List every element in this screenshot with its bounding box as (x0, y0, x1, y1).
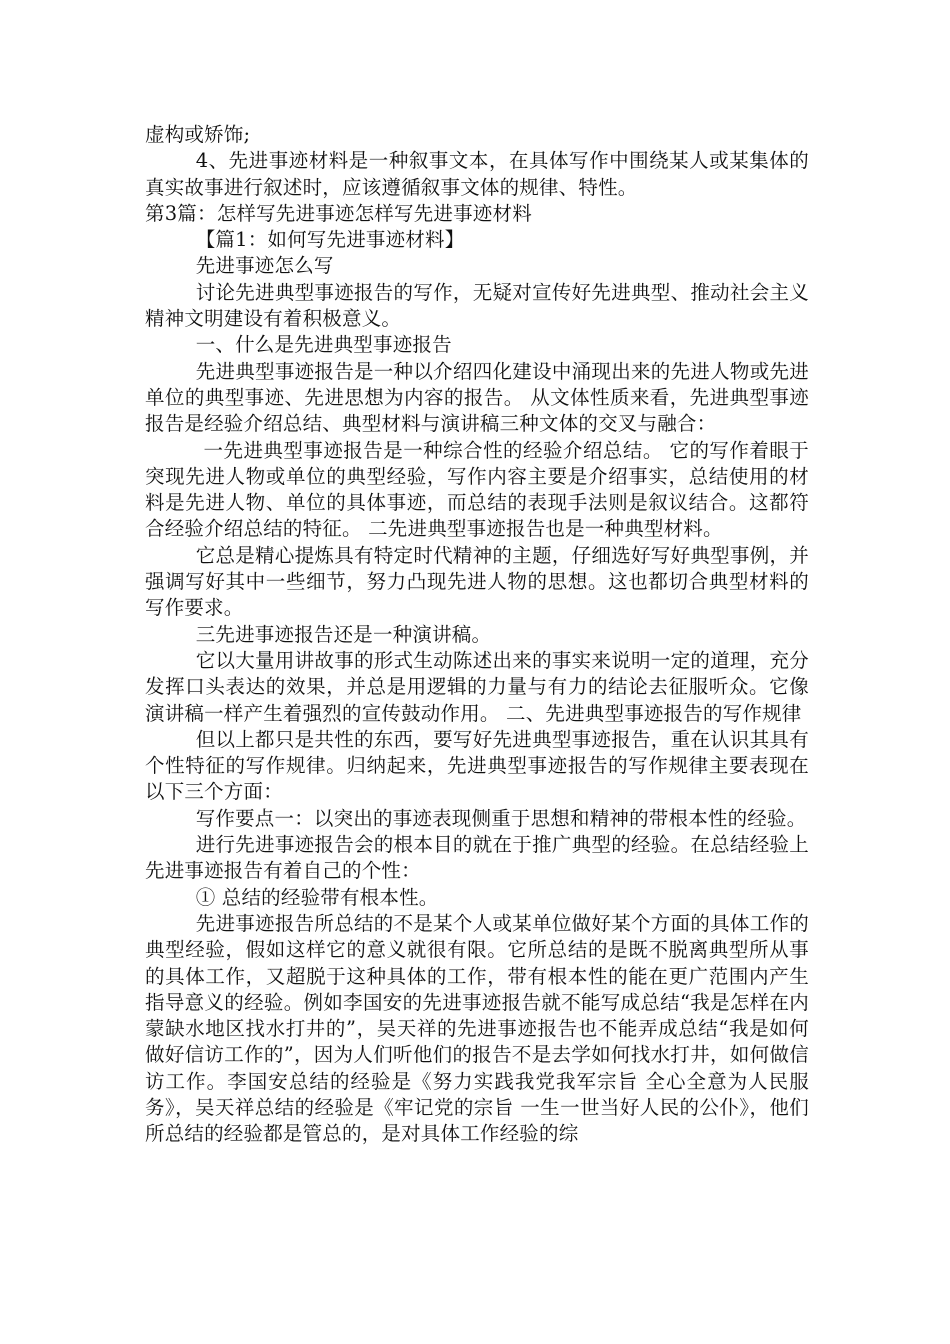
document-paragraph: 讨论先进典型事迹报告的写作，无疑对宣传好先进典型、推动社会主义精神文明建设有着积极意义。 (145, 280, 809, 331)
document-paragraph: 三先进事迹报告还是一种演讲稿。 (195, 622, 492, 646)
document-paragraph: ① 总结的经验带有根本性。 (195, 885, 439, 909)
document-paragraph: 虚构或矫饰; (145, 123, 251, 146)
document-paragraph: 它以大量用讲故事的形式生动陈述出来的事实来说明一定的道理，充分发挥口头表达的效果，并总是用逻辑的力量与有力的结论去征服听众。它像演讲稿一样产生着强烈的宣传鼓动作用。 二、先进典型事迹报告的写作规律 (145, 648, 809, 725)
document-page (145, 122, 809, 1148)
document-paragraph: 一、什么是先进典型事迹报告 (195, 333, 452, 357)
document-paragraph: 它总是精心提炼具有特定时代精神的主题，仔细选好写好典型事例，并强调写好其中一些细节，努力凸现先进人物的思想。这也都切合典型材料的写作要求。 (145, 543, 809, 620)
document-paragraph: 一先进典型事迹报告是一种综合性的经验介绍总结。 它的写作着眼于突现先进人物或单位的典型经验，写作内容主要是介绍事实，总结使用的材料是先进人物、单位的具体事迹，而总结的表现手法则是叙议结合。这都符合经验介绍总结的特征。 二先进典型事迹报告也是一种典型材料。 (145, 438, 809, 541)
document-paragraph: 第3篇：怎样写先进事迹怎样写先进事迹材料 (145, 201, 532, 225)
document-paragraph: 写作要点一：以突出的事迹表现侧重于思想和精神的带根本性的经验。 (195, 806, 807, 830)
document-paragraph: 先进事迹报告所总结的不是某个人或某单位做好某个方面的具体工作的典型经验，假如这样它的意义就很有限。它所总结的是既不脱离典型所从事的具体工作，又超脱于这种具体的工作，带有根本性的能在更广范围内产生指导意义的经验。例如李国安的先进事迹报告就不能写成总结“我是怎样在内蒙缺水地区找水打井的”，吴天祥的先进事迹报告也不能弄成总结“我是如何做好信访工作的”，因为人们听他们的报告不是去学如何找水打井，如何做信访工作。李国安总结的经验是《努力实践我党我军宗旨 全心全意为人民服务》，吴天祥总结的经验是《牢记党的宗旨 一生一世当好人民的公仆》，他们所总结的经验都是管总的，是对具体工作经验的综 (145, 911, 809, 1146)
document-paragraph: 【篇1：如何写先进事迹材料】 (195, 228, 465, 252)
document-paragraph: 先进事迹怎么写 (195, 254, 334, 278)
document-paragraph: 4、先进事迹材料是一种叙事文本，在具体写作中围绕某人或某集体的真实故事进行叙述时，应该遵循叙事文体的规律、特性。 (145, 149, 809, 199)
document-paragraph: 但以上都只是共性的东西，要写好先进典型事迹报告，重在认识其具有个性特征的写作规律。归纳起来，先进典型事迹报告的写作规律主要表现在以下三个方面： (145, 727, 809, 804)
document-paragraph: 进行先进事迹报告会的根本目的就在于推广典型的经验。在总结经验上先进事迹报告有着自己的个性： (145, 833, 809, 883)
document-paragraph: 先进典型事迹报告是一种以介绍四化建设中涌现出来的先进人物或先进单位的典型事迹、先进思想为内容的报告。 从文体性质来看，先进典型事迹报告是经验介绍总结、典型材料与演讲稿三种文体的交叉与融合： (145, 359, 809, 436)
